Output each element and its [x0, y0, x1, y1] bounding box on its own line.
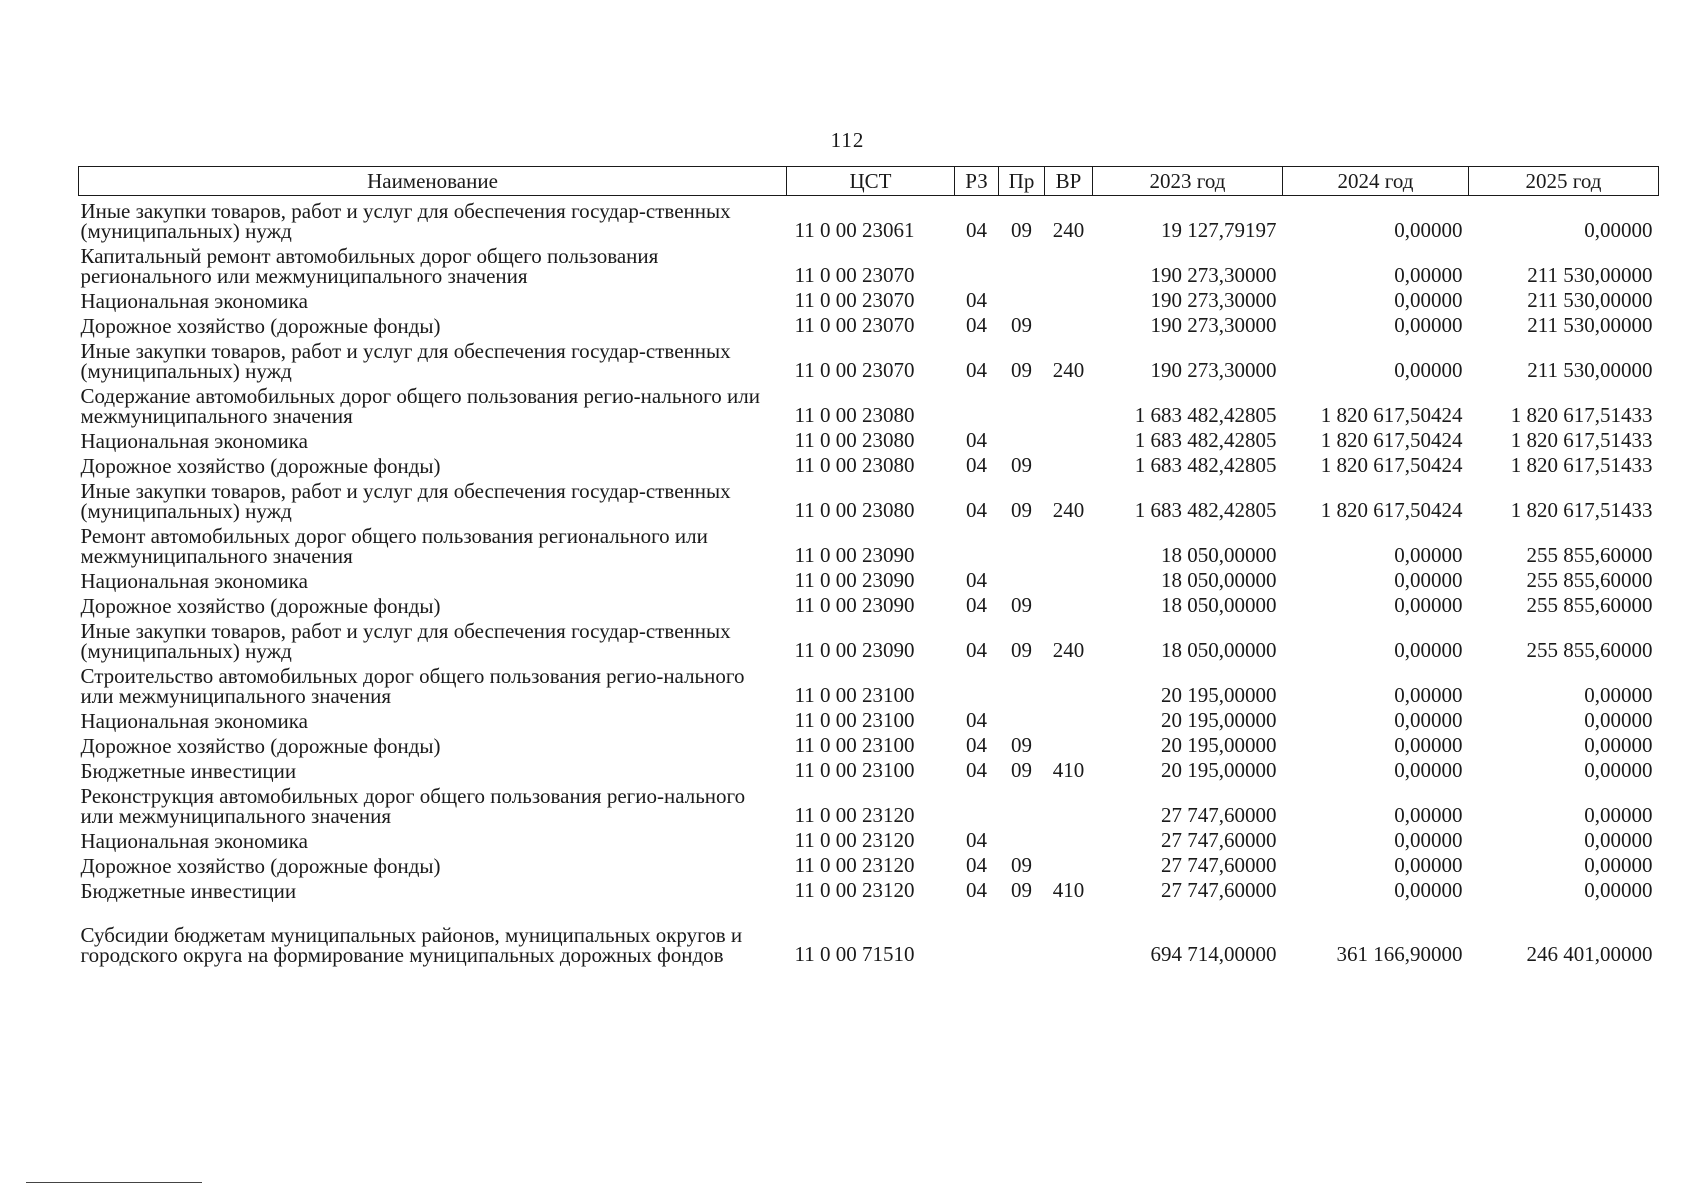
row-rz: 04: [966, 828, 987, 852]
row-name: Капитальный ремонт автомобильных дорог общего пользования регионального или межмуниципального значения: [80, 244, 659, 288]
row-code: 11 0 00 23120: [794, 878, 915, 902]
row-amount-2025: 0,00000: [1584, 828, 1653, 852]
row-code: 11 0 00 23100: [794, 708, 915, 732]
row-pr: [999, 706, 1045, 731]
row-rz: 04: [966, 593, 987, 617]
row-amount-2025: 211 530,00000: [1527, 358, 1653, 382]
row-name: Дорожное хозяйство (дорожные фонды): [80, 734, 441, 758]
row-amount-2024: 1 820 617,50424: [1320, 428, 1463, 452]
row-code: 11 0 00 23100: [794, 683, 915, 707]
table-row: [79, 521, 1659, 566]
row-rz: 04: [966, 568, 987, 592]
row-amount-2024: 0,00000: [1394, 593, 1463, 617]
table-header-row: [79, 167, 1659, 196]
row-name: Дорожное хозяйство (дорожные фонды): [80, 454, 441, 478]
row-vr: [1045, 381, 1093, 426]
row-code: 11 0 00 23100: [794, 758, 915, 782]
row-code: 11 0 00 23070: [794, 313, 915, 337]
header-2024: 2024 год: [1283, 167, 1469, 196]
row-name: Субсидии бюджетам муниципальных районов, муниципальных округов и городского округа на формирование муниципальных дорожных фондов: [80, 923, 743, 967]
row-rz: [955, 381, 999, 426]
row-rz: 04: [966, 428, 987, 452]
row-pr: 09: [1011, 498, 1032, 522]
row-amount-2023: 694 714,00000: [1150, 942, 1277, 966]
row-pr: 09: [1011, 358, 1032, 382]
row-name: Дорожное хозяйство (дорожные фонды): [80, 314, 441, 338]
row-amount-2023: 19 127,79197: [1161, 218, 1277, 242]
table-row: [79, 566, 1659, 591]
row-rz: 04: [966, 358, 987, 382]
row-amount-2024: 0,00000: [1394, 683, 1463, 707]
row-code: 11 0 00 23070: [794, 263, 915, 287]
row-amount-2024: 0,00000: [1394, 263, 1463, 287]
row-vr: [1045, 591, 1093, 616]
row-amount-2023: 1 683 482,42805: [1134, 428, 1277, 452]
header-pr: Пр: [999, 167, 1045, 196]
table-row: [79, 901, 1659, 965]
row-vr: [1045, 661, 1093, 706]
row-name: Дорожное хозяйство (дорожные фонды): [80, 854, 441, 878]
row-amount-2025: 246 401,00000: [1526, 942, 1653, 966]
row-amount-2025: 211 530,00000: [1527, 263, 1653, 287]
row-name: Национальная экономика: [80, 289, 308, 313]
row-vr: 240: [1052, 218, 1085, 242]
row-amount-2024: 0,00000: [1394, 758, 1463, 782]
row-amount-2025: 0,00000: [1584, 758, 1653, 782]
row-vr: [1045, 311, 1093, 336]
row-amount-2025: 0,00000: [1584, 878, 1653, 902]
row-rz: 04: [966, 638, 987, 662]
row-amount-2024: 0,00000: [1394, 828, 1463, 852]
row-amount-2024: 0,00000: [1394, 568, 1463, 592]
table-row: [79, 426, 1659, 451]
row-amount-2024: 0,00000: [1394, 878, 1463, 902]
row-amount-2025: 1 820 617,51433: [1510, 403, 1653, 427]
row-vr: [1045, 451, 1093, 476]
row-pr: 09: [1011, 733, 1032, 757]
row-amount-2023: 1 683 482,42805: [1134, 403, 1277, 427]
row-vr: [1045, 426, 1093, 451]
row-amount-2025: 211 530,00000: [1527, 313, 1653, 337]
row-pr: [999, 781, 1045, 826]
row-amount-2024: 0,00000: [1394, 638, 1463, 662]
row-code: 11 0 00 23120: [794, 803, 915, 827]
row-amount-2025: 1 820 617,51433: [1510, 453, 1653, 477]
row-amount-2025: 255 855,60000: [1526, 593, 1653, 617]
table-row: [79, 731, 1659, 756]
row-amount-2023: 18 050,00000: [1161, 568, 1277, 592]
row-name: Строительство автомобильных дорог общего пользования регио-нального или межмуниципального значения: [80, 664, 745, 708]
row-amount-2023: 27 747,60000: [1161, 803, 1277, 827]
row-pr: [999, 426, 1045, 451]
row-vr: 240: [1052, 638, 1085, 662]
row-amount-2025: 0,00000: [1584, 683, 1653, 707]
row-rz: 04: [966, 878, 987, 902]
row-name: Иные закупки товаров, работ и услуг для обеспечения государ-ственных (муниципальных) нужд: [80, 479, 731, 523]
header-name: Наименование: [79, 167, 787, 196]
row-code: 11 0 00 23080: [794, 498, 915, 522]
row-amount-2024: 1 820 617,50424: [1320, 453, 1463, 477]
row-pr: [999, 901, 1045, 965]
table-row: [79, 311, 1659, 336]
header-2025: 2025 год: [1469, 167, 1659, 196]
row-name: Иные закупки товаров, работ и услуг для обеспечения государ-ственных (муниципальных) нужд: [80, 619, 731, 663]
row-amount-2024: 0,00000: [1394, 733, 1463, 757]
table-row: [79, 591, 1659, 616]
row-name: Реконструкция автомобильных дорог общего пользования регио-нального или межмуниципального значения: [80, 784, 746, 828]
row-vr: [1045, 851, 1093, 876]
row-pr: 09: [1011, 313, 1032, 337]
table-row: [79, 781, 1659, 826]
row-pr: [999, 241, 1045, 286]
row-code: 11 0 00 23080: [794, 428, 915, 452]
row-vr: 410: [1052, 878, 1085, 902]
row-pr: 09: [1011, 853, 1032, 877]
table-row: [79, 476, 1659, 521]
row-pr: 09: [1011, 218, 1032, 242]
table-row: [79, 756, 1659, 781]
row-vr: [1045, 901, 1093, 965]
row-amount-2024: 0,00000: [1394, 803, 1463, 827]
row-code: 11 0 00 23090: [794, 593, 915, 617]
table-body: [79, 196, 1659, 966]
table-row: [79, 706, 1659, 731]
row-name: Иные закупки товаров, работ и услуг для обеспечения государ-ственных (муниципальных) нужд: [80, 339, 731, 383]
row-vr: [1045, 731, 1093, 756]
row-rz: 04: [966, 288, 987, 312]
row-amount-2023: 1 683 482,42805: [1134, 453, 1277, 477]
row-rz: [955, 781, 999, 826]
row-name: Содержание автомобильных дорог общего пользования регио-нального или межмуниципального значения: [80, 384, 760, 428]
row-name: Дорожное хозяйство (дорожные фонды): [80, 594, 441, 618]
row-name: Национальная экономика: [80, 709, 308, 733]
row-amount-2025: 1 820 617,51433: [1510, 498, 1653, 522]
row-code: 11 0 00 23120: [794, 853, 915, 877]
row-vr: [1045, 781, 1093, 826]
row-code: 11 0 00 23070: [794, 288, 915, 312]
table-row: [79, 876, 1659, 901]
row-code: 11 0 00 23090: [794, 568, 915, 592]
row-amount-2023: 20 195,00000: [1161, 733, 1277, 757]
row-vr: [1045, 241, 1093, 286]
row-pr: [999, 521, 1045, 566]
row-amount-2025: 0,00000: [1584, 733, 1653, 757]
row-rz: 04: [966, 708, 987, 732]
row-rz: [955, 901, 999, 965]
row-rz: 04: [966, 313, 987, 337]
row-amount-2023: 27 747,60000: [1161, 853, 1277, 877]
row-amount-2025: 1 820 617,51433: [1510, 428, 1653, 452]
row-code: 11 0 00 23090: [794, 638, 915, 662]
header-code: ЦСТ: [787, 167, 955, 196]
row-name: Национальная экономика: [80, 569, 308, 593]
row-amount-2023: 18 050,00000: [1161, 543, 1277, 567]
row-vr: 410: [1052, 758, 1085, 782]
row-name: Бюджетные инвестиции: [80, 759, 297, 783]
row-amount-2024: 0,00000: [1394, 288, 1463, 312]
row-amount-2024: 0,00000: [1394, 708, 1463, 732]
row-amount-2023: 190 273,30000: [1150, 263, 1277, 287]
row-amount-2025: 255 855,60000: [1526, 543, 1653, 567]
row-vr: [1045, 521, 1093, 566]
header-vr: ВР: [1045, 167, 1093, 196]
table-row: [79, 196, 1659, 242]
row-amount-2024: 0,00000: [1394, 543, 1463, 567]
row-amount-2023: 20 195,00000: [1161, 758, 1277, 782]
row-name: Национальная экономика: [80, 829, 308, 853]
row-amount-2024: 1 820 617,50424: [1320, 498, 1463, 522]
row-name: Бюджетные инвестиции: [80, 879, 297, 903]
row-code: 11 0 00 71510: [794, 942, 915, 966]
header-2023: 2023 год: [1093, 167, 1283, 196]
row-pr: [999, 661, 1045, 706]
row-amount-2025: 0,00000: [1584, 218, 1653, 242]
table-row: [79, 381, 1659, 426]
row-code: 11 0 00 23100: [794, 733, 915, 757]
row-amount-2025: 0,00000: [1584, 803, 1653, 827]
row-name: Иные закупки товаров, работ и услуг для обеспечения государ-ственных (муниципальных) нужд: [80, 199, 731, 243]
row-amount-2025: 255 855,60000: [1526, 568, 1653, 592]
row-rz: [955, 241, 999, 286]
row-amount-2023: 1 683 482,42805: [1134, 498, 1277, 522]
row-amount-2025: 211 530,00000: [1527, 288, 1653, 312]
row-code: 11 0 00 23090: [794, 543, 915, 567]
row-pr: [999, 381, 1045, 426]
row-rz: 04: [966, 498, 987, 522]
page-number: 112: [830, 128, 865, 152]
row-pr: 09: [1011, 758, 1032, 782]
row-vr: 240: [1052, 358, 1085, 382]
row-amount-2023: 27 747,60000: [1161, 878, 1277, 902]
row-amount-2024: 1 820 617,50424: [1320, 403, 1463, 427]
table-row: [79, 661, 1659, 706]
row-amount-2023: 20 195,00000: [1161, 683, 1277, 707]
row-amount-2024: 361 166,90000: [1336, 942, 1463, 966]
row-amount-2023: 190 273,30000: [1150, 288, 1277, 312]
table-row: [79, 241, 1659, 286]
table-row: [79, 336, 1659, 381]
row-amount-2023: 190 273,30000: [1150, 358, 1277, 382]
row-amount-2024: 0,00000: [1394, 358, 1463, 382]
row-pr: [999, 566, 1045, 591]
table-row: [79, 826, 1659, 851]
row-name: Национальная экономика: [80, 429, 308, 453]
row-amount-2023: 18 050,00000: [1161, 638, 1277, 662]
row-amount-2023: 18 050,00000: [1161, 593, 1277, 617]
row-pr: [999, 826, 1045, 851]
row-rz: 04: [966, 758, 987, 782]
row-pr: 09: [1011, 878, 1032, 902]
row-code: 11 0 00 23080: [794, 403, 915, 427]
header-rz: РЗ: [955, 167, 999, 196]
row-rz: [955, 521, 999, 566]
row-pr: 09: [1011, 638, 1032, 662]
table-row: [79, 616, 1659, 661]
row-rz: 04: [966, 733, 987, 757]
row-code: 11 0 00 23080: [794, 453, 915, 477]
row-amount-2024: 0,00000: [1394, 313, 1463, 337]
row-code: 11 0 00 23070: [794, 358, 915, 382]
row-vr: [1045, 566, 1093, 591]
row-amount-2025: 0,00000: [1584, 708, 1653, 732]
row-pr: [999, 286, 1045, 311]
row-amount-2023: 27 747,60000: [1161, 828, 1277, 852]
table-row: [79, 451, 1659, 476]
footer-divider: [26, 1182, 202, 1183]
row-vr: 240: [1052, 498, 1085, 522]
row-rz: 04: [966, 453, 987, 477]
budget-table: [78, 166, 1659, 965]
table-row: [79, 851, 1659, 876]
row-pr: 09: [1011, 453, 1032, 477]
row-rz: 04: [966, 853, 987, 877]
row-amount-2023: 190 273,30000: [1150, 313, 1277, 337]
row-amount-2025: 0,00000: [1584, 853, 1653, 877]
row-amount-2024: 0,00000: [1394, 853, 1463, 877]
table-row: [79, 286, 1659, 311]
row-code: 11 0 00 23061: [794, 218, 915, 242]
row-amount-2023: 20 195,00000: [1161, 708, 1277, 732]
row-vr: [1045, 706, 1093, 731]
row-code: 11 0 00 23120: [794, 828, 915, 852]
row-amount-2024: 0,00000: [1394, 218, 1463, 242]
row-vr: [1045, 286, 1093, 311]
row-rz: 04: [966, 218, 987, 242]
row-rz: [955, 661, 999, 706]
row-amount-2025: 255 855,60000: [1526, 638, 1653, 662]
row-vr: [1045, 826, 1093, 851]
row-name: Ремонт автомобильных дорог общего пользования регионального или межмуниципального значения: [80, 524, 708, 568]
row-pr: 09: [1011, 593, 1032, 617]
